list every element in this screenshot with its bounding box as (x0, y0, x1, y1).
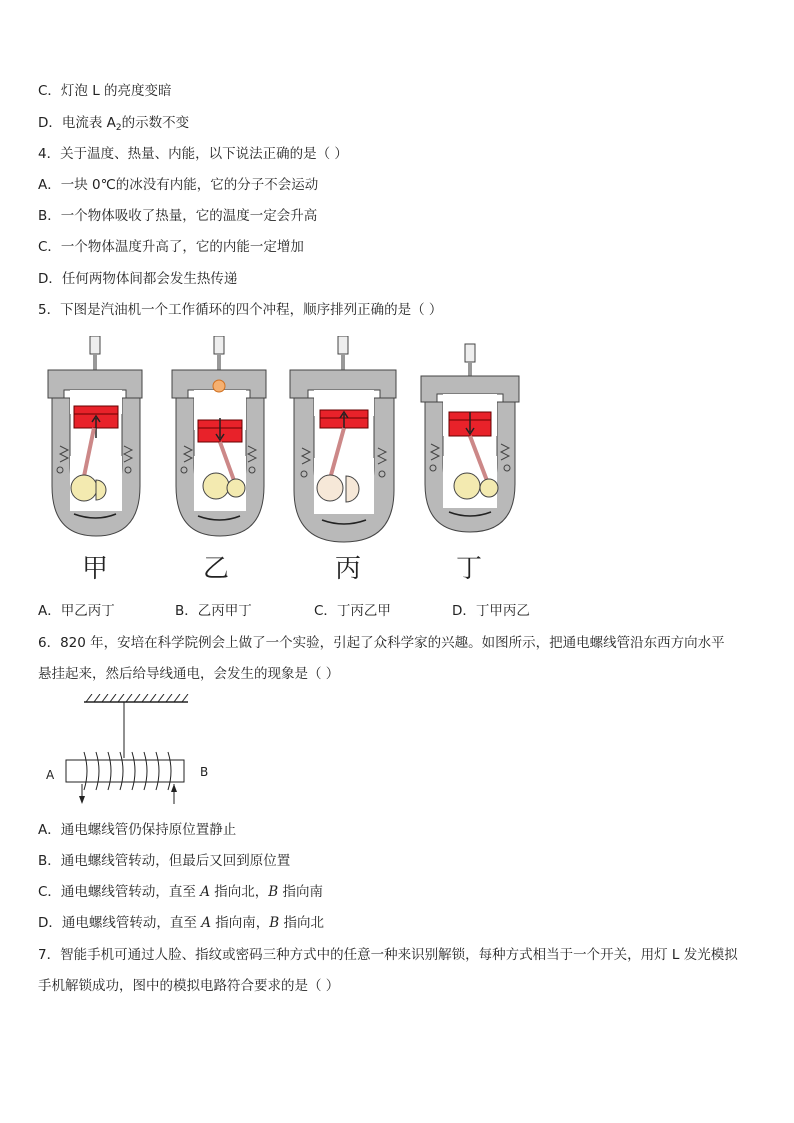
q5-option-c: C．丁丙乙甲 (314, 603, 391, 619)
q6-option-d (38, 914, 324, 932)
q7-stem-line1: 7．智能手机可通过人脸、指纹或密码三种方式中的任意一种来识别解锁，每种方式相当于一个开关，用灯 L 发光模拟 (38, 947, 738, 963)
q5-stem: 5．下图是汽油机一个工作循环的四个冲程，顺序排列正确的是（ ） (38, 302, 443, 318)
q3-option-d-post: 的示数不变 (121, 115, 190, 131)
engine-label-jia: 甲 (82, 554, 109, 584)
engine-label-bing: 丙 (335, 554, 362, 584)
q4-option-a: A．一块 0℃的冰没有内能，它的分子不会运动 (38, 177, 319, 193)
q5-option-a: A．甲乙丙丁 (38, 603, 115, 619)
engine-label-yi: 乙 (203, 554, 230, 584)
q4-option-c: C．一个物体温度升高了，它的内能一定增加 (38, 239, 304, 255)
q6-option-d-part1: D．通电螺线管转动，直至 (38, 915, 202, 931)
q3-option-d-pre: D．电流表 A (38, 115, 116, 131)
q6-option-d-a: A (201, 915, 211, 931)
engine-diagram-ding (417, 336, 523, 540)
q6-option-a: A．通电螺线管仍保持原位置静止 (38, 822, 237, 838)
q3-option-d (38, 114, 189, 137)
q6-option-c-part1: C．通电螺线管转动，直至 (38, 884, 201, 900)
q3-option-d-sub: 2 (115, 123, 122, 133)
solenoid-diagram (40, 694, 230, 806)
q6-option-d-part2: 指向南， (210, 915, 270, 931)
q5-option-d: D．丁甲丙乙 (452, 603, 530, 619)
q6-option-d-part3: 指向北 (279, 915, 324, 931)
q4-option-b: B．一个物体吸收了热量，它的温度一定会升高 (38, 208, 318, 224)
q6-stem-line1: 6．820 年，安培在科学院例会上做了一个实验，引起了众科学家的兴趣。如图所示，把通电螺线管沿东西方向水平 (38, 635, 725, 651)
solenoid-end-b-label: B (200, 765, 209, 779)
solenoid-end-a-label: A (46, 768, 55, 782)
q4-stem: 4．关于温度、热量、内能，以下说法正确的是（ ） (38, 146, 348, 162)
q6-option-c-b: B (268, 884, 279, 900)
engine-label-ding: 丁 (456, 554, 483, 584)
q4-option-d: D．任何两物体间都会发生热传递 (38, 271, 238, 287)
q7-stem-line2: 手机解锁成功，图中的模拟电路符合要求的是（ ） (38, 978, 340, 994)
engine-diagram-jia (38, 336, 154, 540)
engine-diagram-bing (286, 336, 402, 546)
q3-option-c: C．灯泡 L 的亮度变暗 (38, 83, 172, 99)
q6-option-d-b: B (269, 915, 280, 931)
engine-diagram-yi (162, 336, 278, 540)
q6-option-c-a: A (200, 884, 210, 900)
q6-option-c-part3: 指向南 (278, 884, 323, 900)
q6-option-c-part2: 指向北， (209, 884, 269, 900)
q6-option-c (38, 883, 323, 901)
q6-stem-line2: 悬挂起来，然后给导线通电，会发生的现象是（ ） (38, 666, 340, 682)
q6-option-b: B．通电螺线管转动，但最后又回到原位置 (38, 853, 291, 869)
q5-option-b: B．乙丙甲丁 (175, 603, 252, 619)
